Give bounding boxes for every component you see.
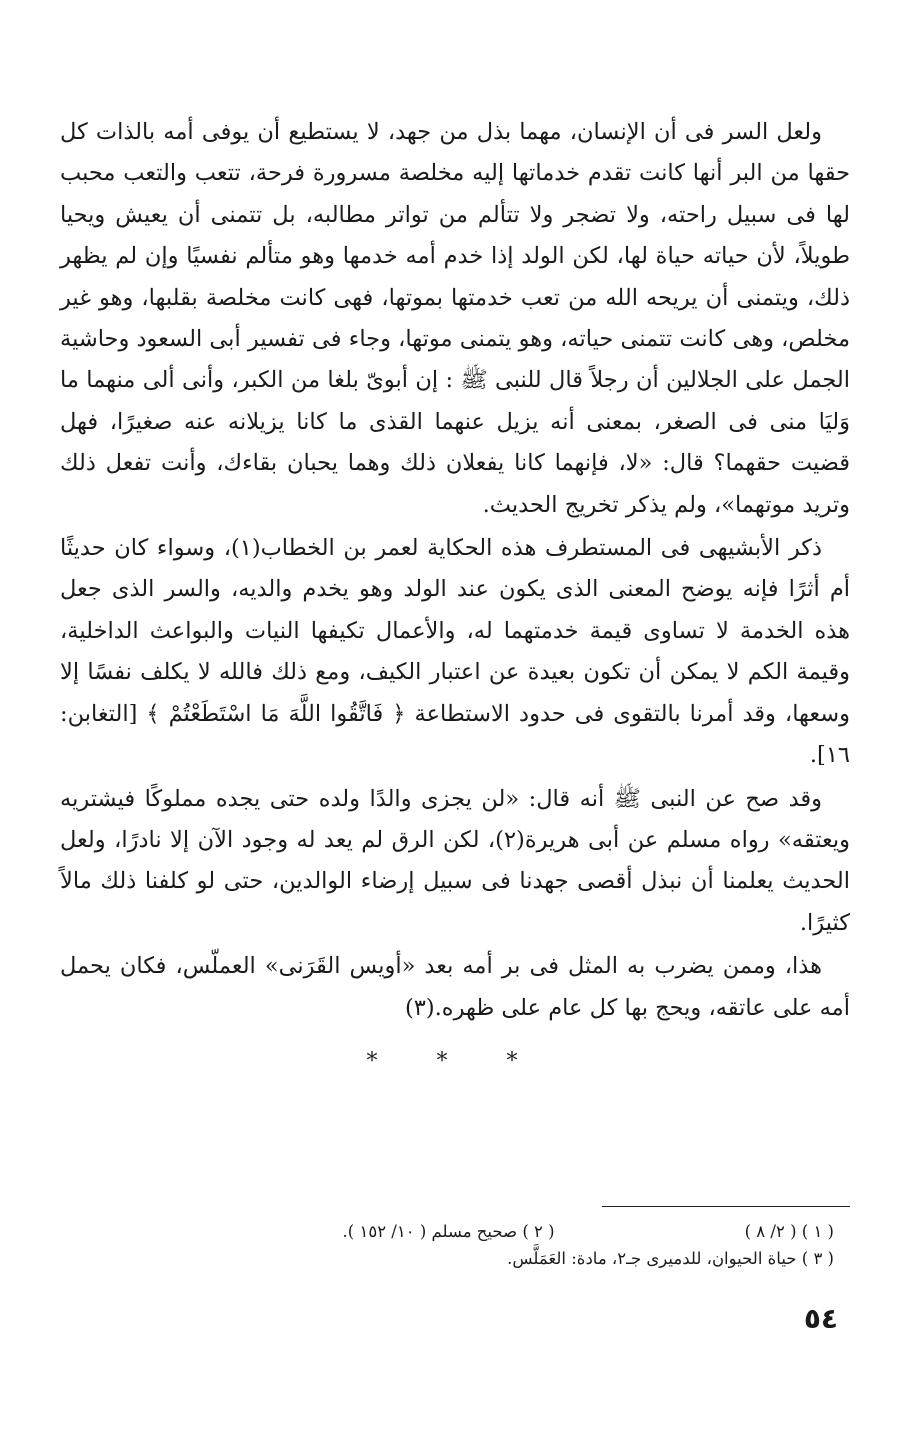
paragraph-3: وقد صح عن النبى ﷺ أنه قال: «لن يجزى والدًا ولده حتى يجده مملوكًا فيشتريه ويعتقه» رواه مسلم عن أبى هريرة(٢)، لكن الرق لم يعد له وجود الآن إلا نادرًا، ولعل الحديث يعلمنا أن نبذل أقصى جهدنا فى سبيل إرضاء الوالدين، حتى لو كلفنا ذلك مالاً كثيرًا. [60, 785, 850, 936]
footnote-row [94, 1245, 834, 1272]
page-number: ٥٤ [803, 1302, 838, 1335]
footnote-divider [602, 1206, 850, 1207]
footnote-1: ( ١ ) ( ٢/ ٨ ) [744, 1222, 834, 1241]
footnote-row [94, 1218, 834, 1245]
footnote-3: ( ٣ ) حياة الحيوان، للدميرى جـ٢، مادة: العَمَلَّس. [507, 1249, 834, 1268]
page-body [60, 112, 850, 1077]
paragraph-1: ولعل السر فى أن الإنسان، مهما بذل من جهد، لا يستطيع أن يوفى أمه بالذات كل حقها من البر أنها كانت تقدم خدماتها إليه مخلصة مسرورة فرحة، تتعب والتعب محبب لها فى سبيل راحته، ولا تضجر ولا تتألم من تواتر مطالبه، بل تتمنى أن يعيش ويحيا طويلاً، لأن حياته حياة لها، لكن الولد إذا خدم أمه خدمها وهو متألم نفسيًا وإن لم يظهر ذلك، ويتمنى أن يريحه الله من تعب خدمتها بموتها، فهى كانت مخلصة بقلبها، وهو غير مخلص، وهى كانت تتمنى حياته، وهو يتمنى موتها، وجاء فى تفسير أبى السعود وحاشية الجمل على الجلالين أن رجلاً قال للنبى ﷺ : إن أبوىّ بلغا من الكبر، وأنى ألى منهما ما وَليَا منى فى الصغر، بمعنى أنه يزيل عنهما القذى ما كانا يزيلانه عنه صغيرًا، فهل قضيت حقهما؟ قال: «لا، فإنهما كانا يفعلان ذلك وهما يحبان بقاءك، وأنت تفعل ذلك وتريد موتهما»، ولم يذكر تخريج الحديث. [60, 119, 850, 518]
footnotes [94, 1218, 834, 1272]
footnote-2: ( ٢ ) صحيح مسلم ( ١٠/ ١٥٢ ). [342, 1222, 555, 1241]
section-separator: * * * [366, 1048, 544, 1074]
paragraph-4: هذا، وممن يضرب به المثل فى بر أمه بعد «أويس القَرَنى» العملّس، فكان يحمل أمه على عاتقه، ويحج بها كل عام على ظهره.(٣) [60, 953, 850, 1021]
paragraph-2: ذكر الأبشيهى فى المستطرف هذه الحكاية لعمر بن الخطاب(١)، وسواء كان حديثًا أم أثرًا فإنه يوضح المعنى الذى يكون عند الولد وهو يخدم والديه، والسر الذى جعل هذه الخدمة لا تساوى قيمة خدمتهما له، والأعمال تكيفها النيات والبواعث الداخلية، وقيمة الكم لا يمكن أن تكون بعيدة عن اعتبار الكيف، ومع ذلك فالله لا يكلف نفسًا إلا وسعها، وقد أمرنا بالتقوى فى حدود الاستطاعة ﴿ فَاتَّقُوا اللَّهَ مَا اسْتَطَعْتُمْ ﴾ [التغابن: ١٦]. [60, 535, 850, 769]
